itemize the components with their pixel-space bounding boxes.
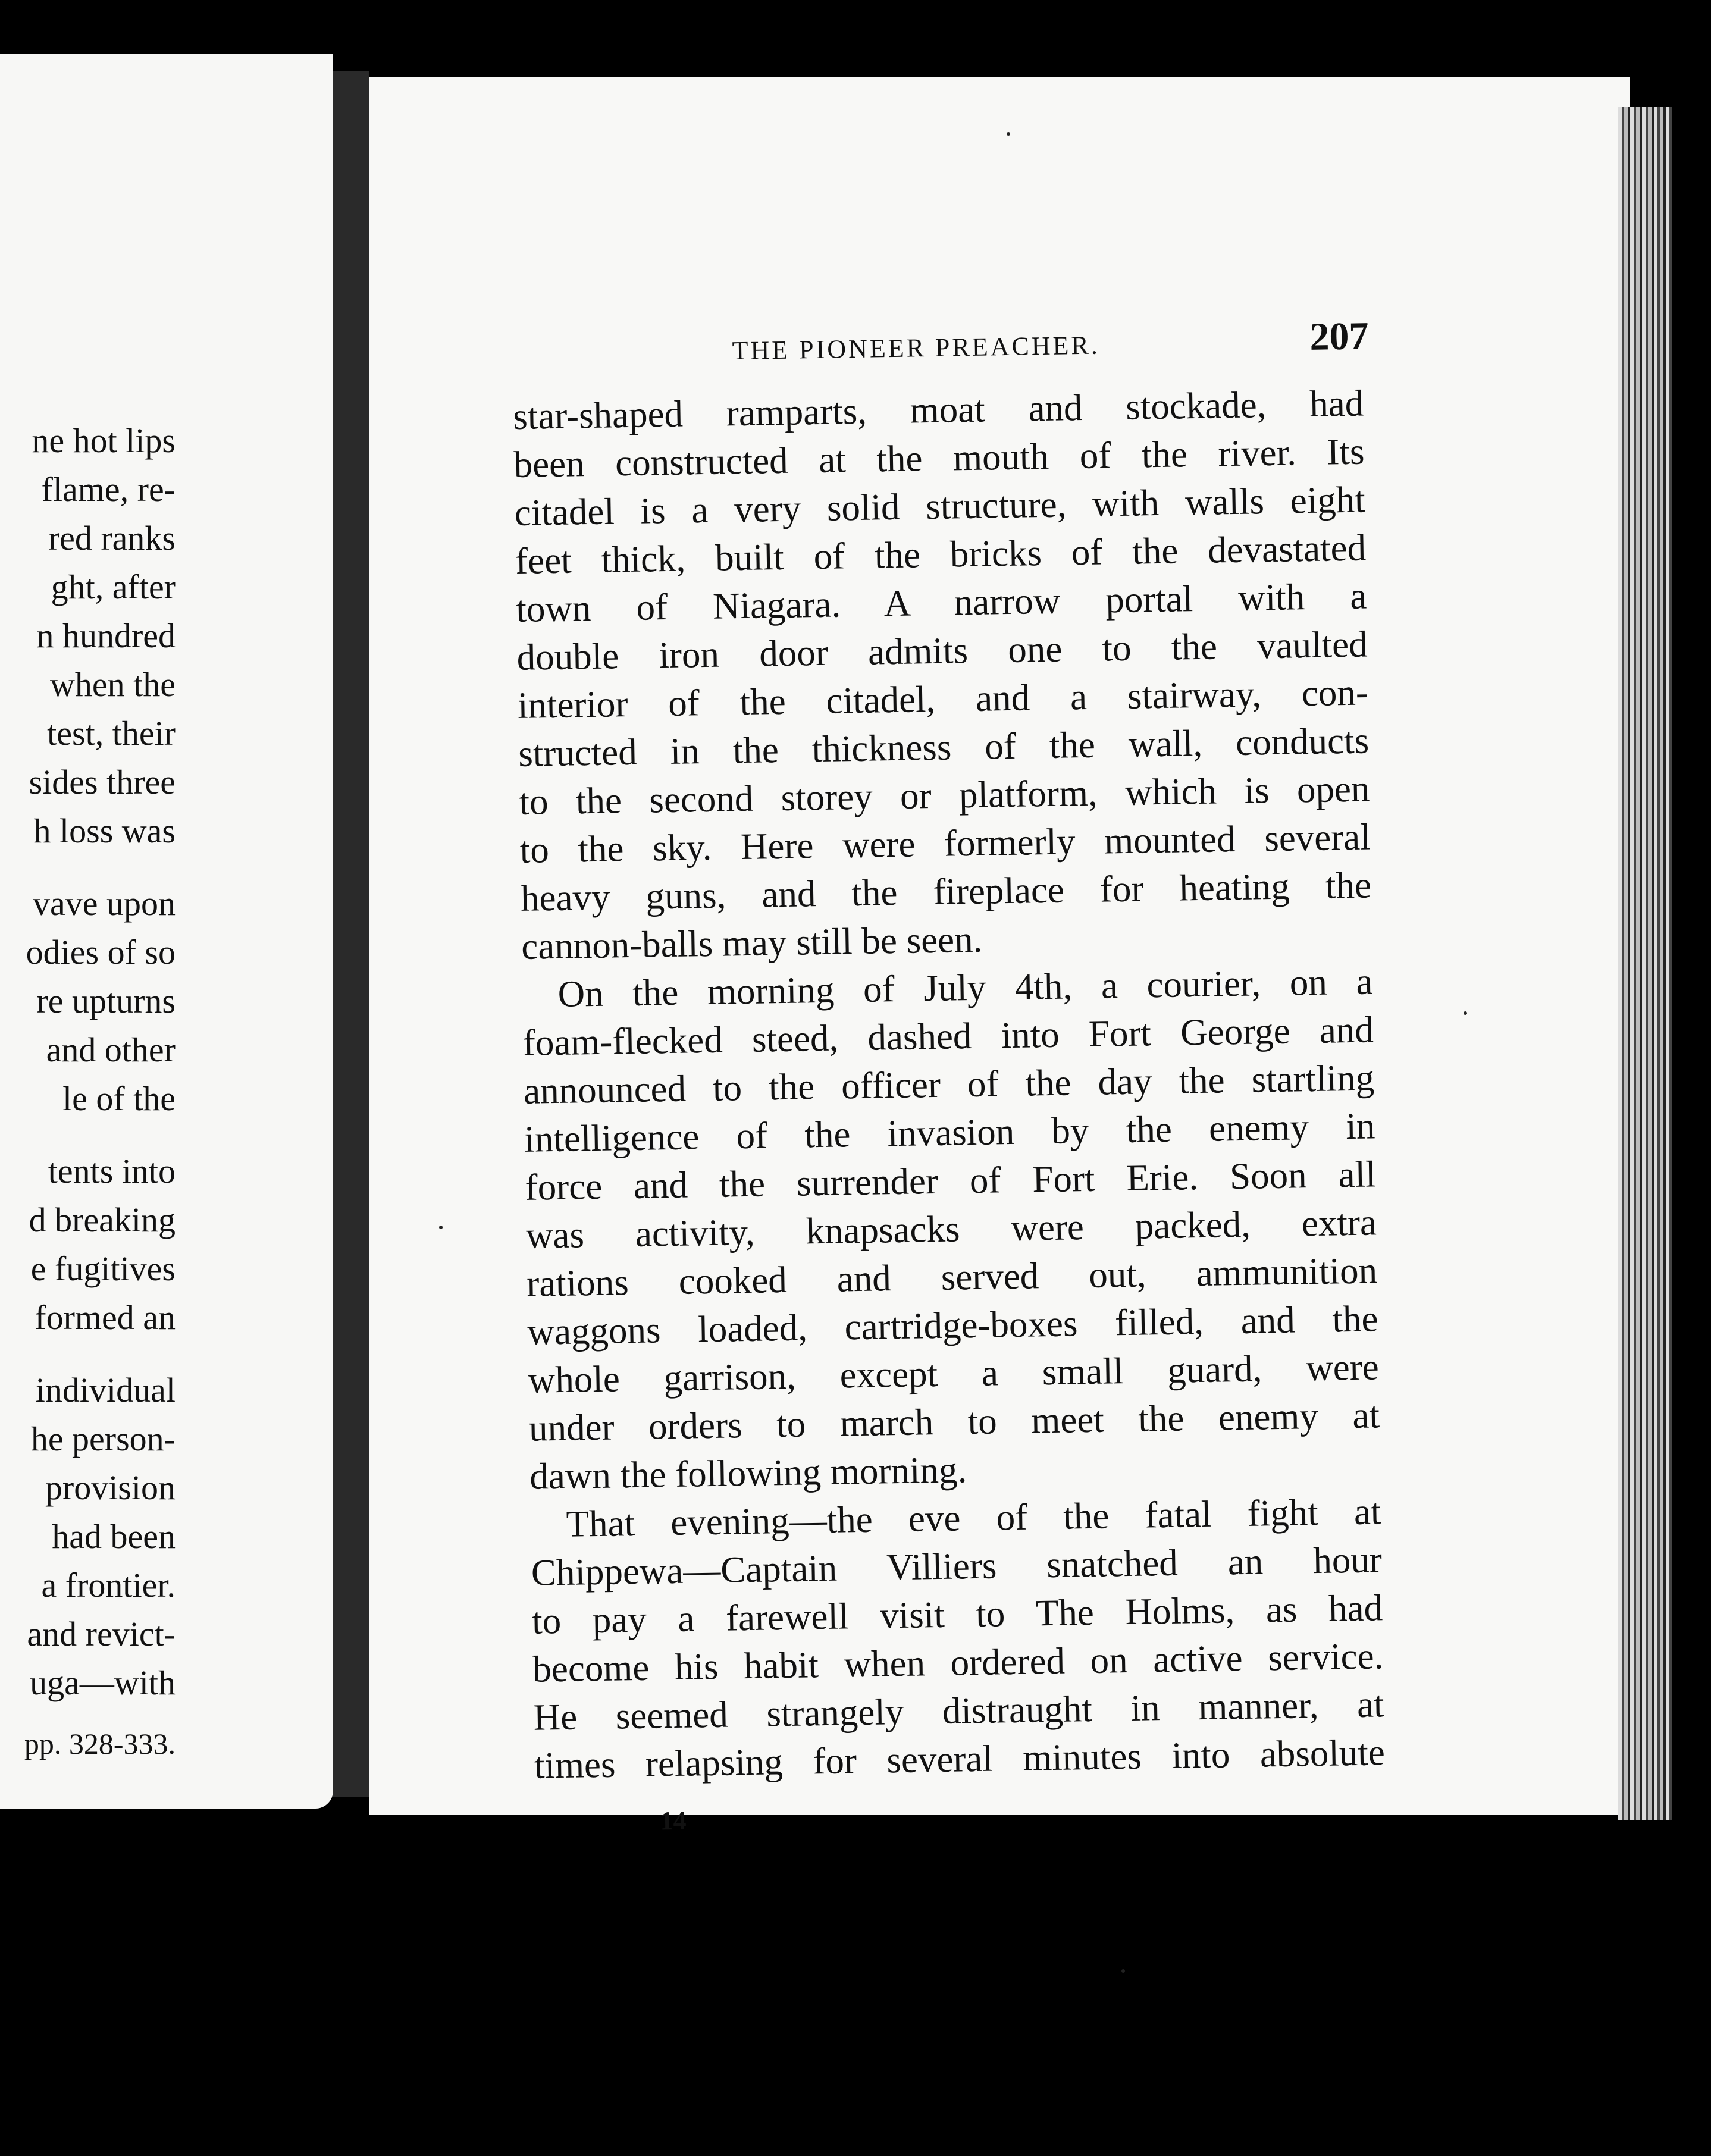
- text-line: whole garrison, except a small guard, were: [528, 1346, 1380, 1401]
- text-line: intelligence of the invasion by the enemy in: [524, 1105, 1375, 1160]
- left-line: re upturns: [36, 982, 176, 1020]
- text-line: heavy guns, and the fireplace for heating the: [520, 864, 1372, 919]
- left-line: provision: [45, 1468, 176, 1507]
- left-line: sides three: [29, 763, 176, 801]
- paragraph: [522, 957, 1381, 1500]
- text-line: announced to the officer of the day the startling: [523, 1057, 1375, 1112]
- left-line: and revict-: [27, 1615, 176, 1653]
- signature-mark: 14: [660, 1806, 687, 1836]
- text-line: feet thick, built of the bricks of the devastated: [515, 527, 1367, 582]
- text-line: to pay a farewell visit to The Holms, as had: [531, 1587, 1383, 1642]
- left-line: test, their: [47, 714, 176, 753]
- left-line: had been: [52, 1517, 176, 1556]
- paragraph: [530, 1487, 1385, 1790]
- left-line: odies of so: [26, 933, 176, 972]
- text-line: structed in the thickness of the wall, conducts: [518, 719, 1370, 775]
- text-line: times relapsing for several minutes into absolute: [534, 1731, 1386, 1787]
- text-line: to the second storey or platform, which is open: [518, 767, 1370, 823]
- text-line: citadel is a very solid structure, with walls eight: [514, 478, 1366, 534]
- book-gutter: [333, 71, 369, 1797]
- text-line: under orders to march to meet the enemy at: [528, 1394, 1380, 1449]
- paragraph: [513, 380, 1372, 971]
- left-line: and other: [46, 1030, 176, 1069]
- print-speck: [1464, 1011, 1467, 1015]
- left-line: n hundred: [36, 616, 176, 655]
- text-line: He seemed strangely distraught in manner, at: [533, 1683, 1385, 1738]
- text-line: rations cooked and served out, ammunition: [526, 1249, 1378, 1305]
- left-line: vave upon: [33, 884, 176, 923]
- paragraph-gap: [24, 855, 176, 879]
- left-line: e fugitives: [30, 1249, 176, 1288]
- left-line: formed an: [35, 1298, 176, 1337]
- left-line: le of the: [62, 1079, 176, 1118]
- left-page-text: [24, 416, 176, 1768]
- text-line: become his habit when ordered on active service.: [532, 1635, 1384, 1690]
- left-line: flame, re-: [41, 470, 176, 509]
- running-head: THE PIONEER PREACHER.: [732, 330, 1101, 366]
- left-line: ght, after: [51, 568, 176, 606]
- left-line: uga—with: [30, 1663, 176, 1702]
- page-header: [512, 314, 1369, 393]
- text-line: waggons loaded, cartridge-boxes filled, and the: [527, 1298, 1378, 1353]
- text-line: foam-flecked steed, dashed into Fort George and: [522, 1008, 1374, 1064]
- text-line: dawn the following morning.: [529, 1449, 967, 1497]
- page-edges: [1618, 107, 1672, 1820]
- left-line: individual: [35, 1371, 176, 1409]
- left-line: a frontier.: [41, 1566, 176, 1605]
- text-line: That evening—the eve of the fatal fight at: [566, 1490, 1381, 1545]
- text-line: to the sky. Here were formerly mounted several: [519, 816, 1371, 871]
- print-speck: [1007, 132, 1010, 136]
- text-line: Chippewa—Captain Villiers snatched an hour: [531, 1538, 1383, 1594]
- left-page: [0, 54, 333, 1809]
- text-line: On the morning of July 4th, a courier, on a: [557, 960, 1373, 1015]
- page-number: 207: [1309, 314, 1369, 359]
- right-page: [369, 77, 1630, 1836]
- left-line: red ranks: [48, 519, 176, 557]
- text-line: been constructed at the mouth of the river. Its: [513, 430, 1365, 485]
- text-line: interior of the citadel, and a stairway, con-: [517, 671, 1369, 726]
- text-line: was activity, knapsacks were packed, extra: [525, 1201, 1377, 1256]
- left-line: ne hot lips: [32, 421, 176, 460]
- text-line: town of Niagara. A narrow portal with a: [515, 575, 1367, 630]
- print-speck: [1121, 1969, 1125, 1973]
- print-speck: [439, 1226, 443, 1229]
- text-line: force and the surrender of Fort Erie. Soon all: [525, 1153, 1377, 1208]
- left-line: d breaking: [29, 1201, 176, 1239]
- paragraph-gap: [24, 1342, 176, 1366]
- text-line: cannon-balls may still be seen.: [521, 918, 983, 967]
- left-line: h loss was: [33, 811, 176, 850]
- left-line: he person-: [30, 1419, 176, 1458]
- paragraph-gap: [24, 1123, 176, 1147]
- left-footnote: pp. 328-333.: [24, 1727, 176, 1760]
- left-line: when the: [50, 665, 176, 704]
- text-line: star-shaped ramparts, moat and stockade, had: [512, 382, 1364, 437]
- left-line: tents into: [48, 1152, 176, 1190]
- page-content: [512, 314, 1386, 1838]
- text-line: double iron door admits one to the vaulted: [516, 623, 1368, 678]
